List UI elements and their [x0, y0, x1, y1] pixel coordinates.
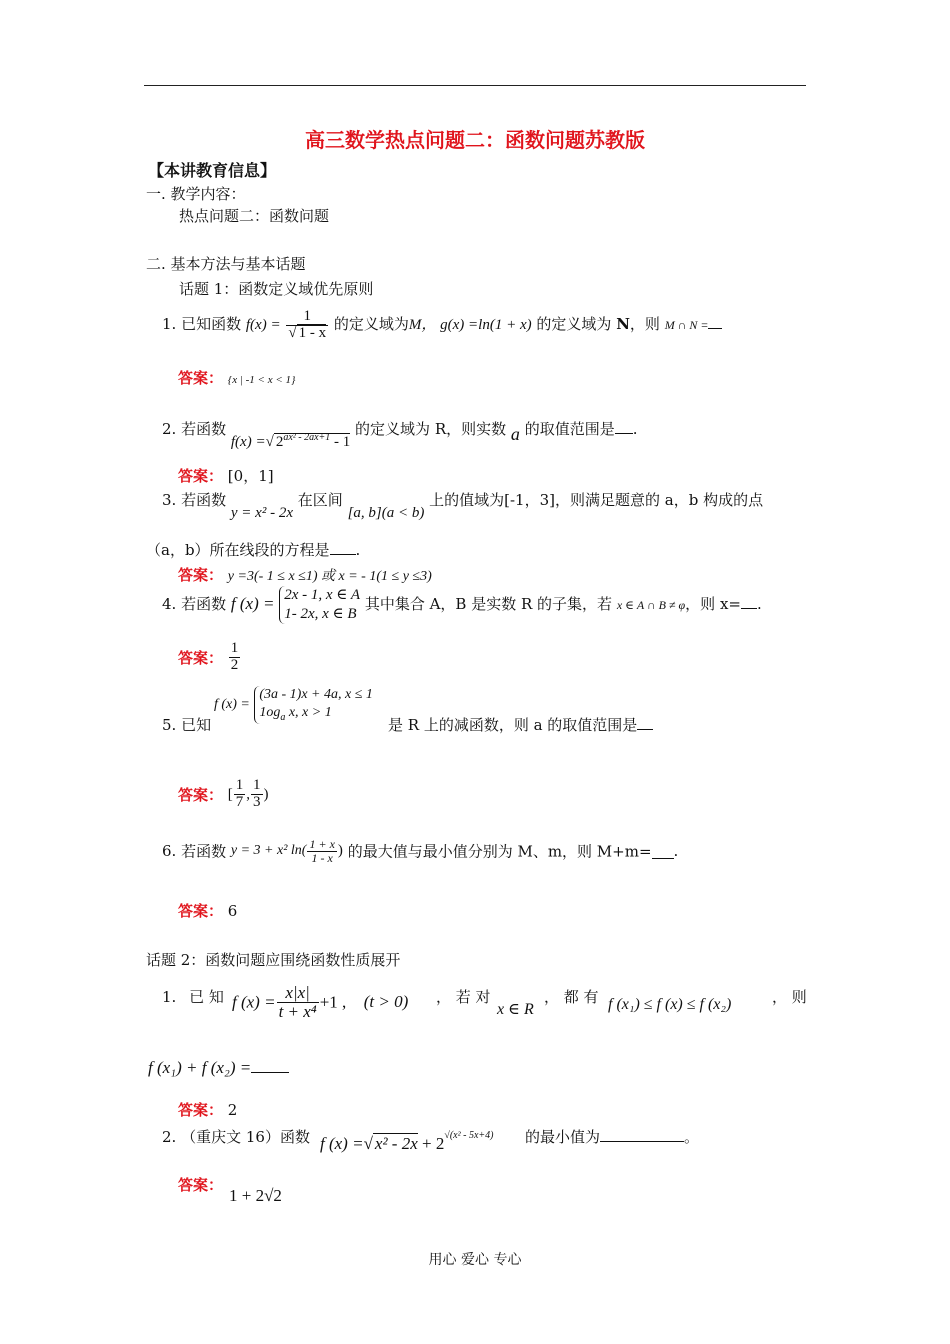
- piecewise-5: f (x) = (3a - 1)x + 4a, x ≤ 1 $1og_a$ x, x > 1: [214, 687, 373, 723]
- page-footer: 用心 爱心 专心: [428, 1252, 522, 1268]
- t2-q1-text1: ， 若 对: [436, 988, 491, 1006]
- question-2: 2. 若函数 f(x) =√ $2^{ax^2 - 2ax+1} - 1$ 的定义域为 R，则实数 a 的取值范围是 .: [162, 420, 638, 450]
- piecewise: 2x - 1, x ∈ A 1- 2x, x ∈ B: [279, 586, 360, 624]
- t2-question-1: 1. 已 知: [162, 988, 224, 1006]
- answer-1: 答案： {x | -1 < x < 1}: [178, 369, 296, 387]
- answer-t2-1: 答案： 2: [178, 1101, 238, 1119]
- fraction: $\frac{1}{3}$: [253, 777, 261, 810]
- answer-4: 答案： $\frac{1}{2}$: [178, 640, 239, 673]
- fraction: $\frac{1}{2}$: [230, 640, 239, 673]
- question-4: 4. 若函数 f (x) = 2x - 1, x ∈ A 1- 2x, x ∈ B 其中集合 A，B 是实数 R 的子集，若 x ∈ A ∩ B ≠ φ，则 x= .: [162, 587, 762, 622]
- t2-q2-text: 的最小值为 。: [525, 1128, 700, 1146]
- part1-content: 热点问题二：函数问题: [179, 207, 330, 225]
- t2-q2-formula: f (x) =√ $x^2 - 2x + 2^{√(x^2 - 5x+4)}$: [320, 1130, 494, 1153]
- answer-3: 答案： y =3(- 1 ≤ x ≤1) 或 x = - 1(1 ≤ y ≤3): [178, 566, 432, 584]
- question-1: 1. 已知函数 f(x) = $\frac{1}{√ 1 - x}$ 的定义域为M， g(x) =ln(1 + x) 的定义域为 N，则 M ∩ N =: [162, 304, 722, 345]
- document-title: 高三数学热点问题二：函数问题苏教版: [305, 128, 645, 152]
- topic2-title: 话题 2：函数问题应围绕函数性质展开: [146, 951, 401, 969]
- fraction: $\frac{1}{√ 1 - x}$: [288, 307, 327, 341]
- t2-q1-formula: f (x) = $\frac{x|x|}{\text{t + x⁴}}$ +1 , (t > 0): [232, 983, 409, 1021]
- t2-q1-xr: x ∈ R: [497, 1001, 534, 1018]
- fraction: $\frac{1}{7}$: [235, 777, 244, 810]
- answer-t2-2: 1 + 2√2: [229, 1186, 282, 1205]
- part2-heading: 二. 基本方法与基本话题: [146, 255, 306, 273]
- topic1-title: 话题 1：函数定义域优先原则: [179, 280, 374, 298]
- answer-blank: [708, 314, 722, 329]
- part1-heading: 一. 教学内容：: [146, 185, 246, 203]
- question-3: 3. 若函数 y = x² - 2x 在区间 [a, b](a < b) 上的值域为[-1，3]，则满足题意的 a，b 构成的点: [162, 491, 764, 521]
- t2-q1-ineq: f (x₁) ≤ f (x) ≤ f (x₂): [608, 996, 732, 1013]
- answer-5: 答案： [ $\frac{1}{7}$ , $\frac{1}{3}$ ): [178, 777, 269, 810]
- answer-blank: [615, 419, 633, 434]
- answer-6: 答案： 6: [178, 902, 238, 920]
- fraction: $\frac{x|x|}{\text{t + x⁴}}$: [278, 983, 317, 1021]
- answer-blank: [330, 540, 356, 555]
- answer-blank: [741, 594, 757, 609]
- header-rule: [144, 85, 806, 86]
- answer-blank: [637, 715, 653, 730]
- answer-2: 答案： [0，1]: [178, 467, 274, 485]
- question-5-text: 是 R 上的减函数，则 a 的取值范围是: [388, 714, 653, 735]
- question-6: 6. 若函数 y = 3 + x² ln( $\frac{1 + x}{1 - x}$ ) 的最大值与最小值分别为 M、m，则 M+m= .: [162, 837, 679, 865]
- section-header: 【本讲教育信息】: [148, 161, 277, 180]
- answer-blank: [600, 1127, 684, 1142]
- fraction: $\frac{1 + x}{1 - x}$: [309, 837, 335, 865]
- answer-blank: [652, 844, 674, 859]
- t2-q1-text2: ， 都 有: [544, 988, 599, 1006]
- question-5-num: 5. 已知: [162, 716, 212, 734]
- answer-t2-2-label: 答案：: [178, 1176, 224, 1194]
- t2-question-2: 2. （重庆文 16）函数: [162, 1128, 310, 1146]
- question-3-cont: （a，b）所在线段的方程是 .: [146, 541, 361, 559]
- t2-q1-line2: f (x₁) + f (x₂) =: [148, 1058, 289, 1078]
- answer-blank: [251, 1062, 289, 1073]
- t2-q1-text3: ， 则: [772, 988, 807, 1006]
